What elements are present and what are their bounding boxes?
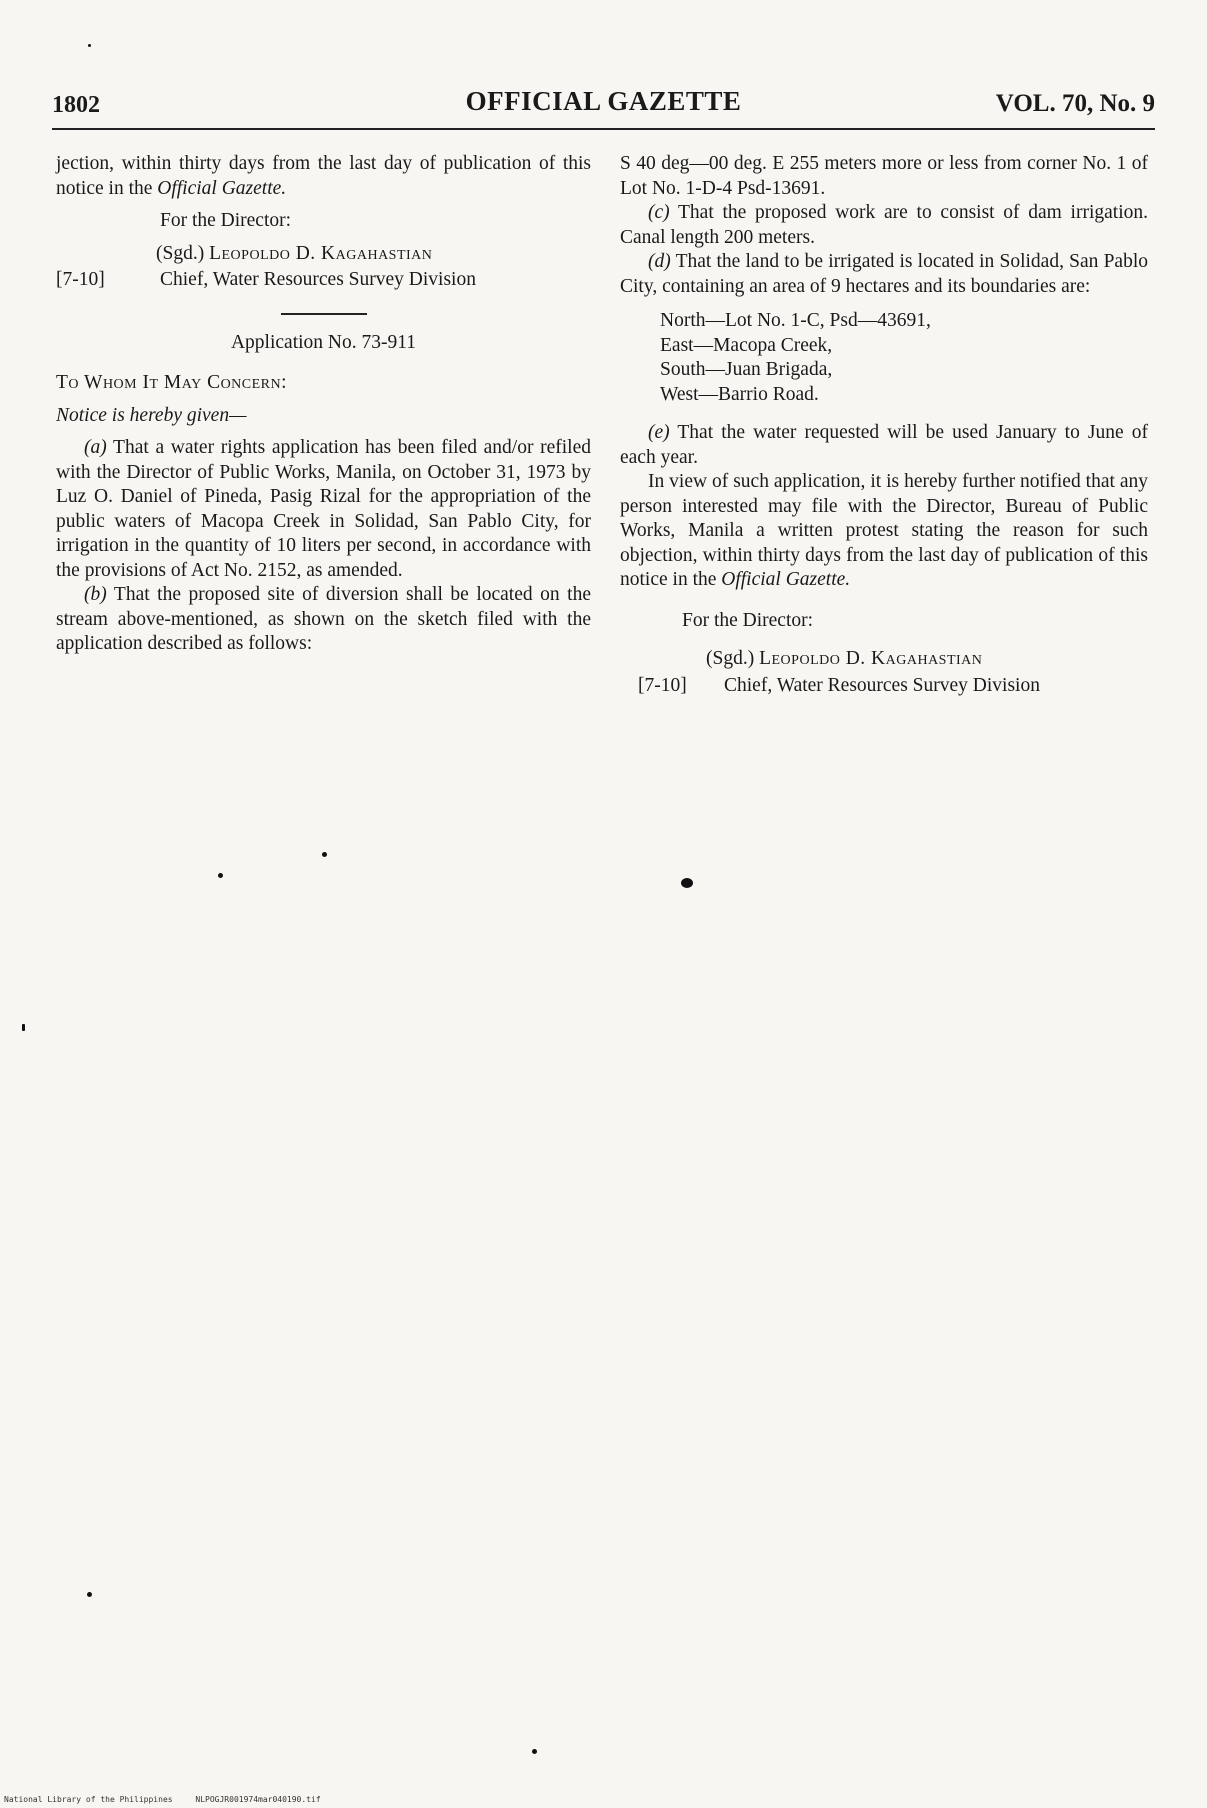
scan-filename: NLPOGJR001974mar040190.tif (195, 1795, 321, 1804)
signature-line: (Sgd.) Leopoldo D. Kagahastian (706, 648, 983, 669)
scan-speck (681, 878, 693, 888)
signer-name: Leopoldo D. Kagahastian (759, 648, 983, 669)
boundary-item: East—Macopa Creek, (660, 334, 833, 356)
section-divider (281, 313, 367, 315)
boundary-item: South—Juan Brigada, (660, 359, 833, 380)
paragraph-a: (a) That a water rights application has been filed and/or refiled with the Director of Public Works, Manila, on October 31, 1973 by Luz O. Daniel of Pineda, Pasig Rizal for the appropriation of the public waters of Macopa Creek in Solidad, San Pablo City, for irrigation in the quantity of 10 liters per second, in accordance with the provisions of Act No. 2152, as amended. (56, 437, 591, 581)
for-director-label: For the Director: (160, 210, 292, 231)
left-column (56, 152, 591, 657)
publication-title: OFFICIAL GAZETTE (465, 86, 742, 116)
volume-number: VOL. 70, No. 9 (995, 90, 1155, 117)
issue-reference: [7-10] (56, 269, 105, 290)
scan-speck (322, 852, 327, 857)
paragraph-c: (c) That the proposed work are to consist of dam irrigation. Canal length 200 meters. (620, 202, 1148, 248)
signature-block (620, 609, 1148, 699)
paragraph-e: (e) That the water requested will be used January to June of each year. (620, 422, 1148, 468)
salutation: To Whom It May Concern: (56, 372, 288, 393)
paragraph-d: (d) That the land to be irrigated is located in Solidad, San Pablo City, containing an area of 9 hectares and its boundaries are: (620, 251, 1148, 297)
bearing-paragraph: S 40 deg—00 deg. E 255 meters more or less from corner No. 1 of Lot No. 1-D-4 Psd-13691. (620, 153, 1148, 199)
protest-paragraph: In view of such application, it is hereby further notified that any person interested may file with the Director, Bureau of Public Works, Manila a written protest stating the reason for such objection, within thirty days from the last day of publication of this notice in the Official Gazette. (620, 471, 1148, 590)
boundary-item: North—Lot No. 1-C, Psd—43691, (660, 310, 931, 331)
continuation-paragraph: jection, within thirty days from the last day of publication of this notice in the Official Gazette. (56, 153, 591, 199)
header-rule (52, 128, 1155, 130)
signer-title: Chief, Water Resources Survey Division (724, 674, 1040, 696)
scan-speck (88, 44, 91, 47)
signer-title: Chief, Water Resources Survey Division (160, 269, 476, 290)
signature-block (56, 209, 591, 293)
page-number: 1802 (52, 92, 100, 118)
scan-speck (87, 1592, 92, 1597)
signature-line: (Sgd.) Leopoldo D. Kagahastian (156, 242, 433, 264)
signer-name: Leopoldo D. Kagahastian (209, 242, 433, 264)
for-director-label: For the Director: (682, 609, 814, 631)
signer-title-row (56, 268, 591, 293)
application-number: Application No. 73-911 (230, 331, 417, 353)
boundaries-list (620, 309, 1148, 407)
paragraph-b: (b) That the proposed site of diversion shall be located on the stream above-mentioned, as shown on the sketch filed with the application described as follows: (56, 584, 591, 654)
page-header (52, 84, 1155, 124)
scan-footer (4, 1795, 339, 1804)
scan-speck (22, 1024, 25, 1031)
boundary-item: West—Barrio Road. (660, 383, 819, 405)
notice-intro: Notice is hereby given— (56, 404, 247, 426)
signer-title-row (620, 674, 1148, 699)
scan-speck (532, 1749, 537, 1754)
scan-speck (218, 873, 223, 878)
right-column (620, 152, 1148, 698)
issue-reference: [7-10] (638, 674, 687, 696)
library-credit: National Library of the Philippines (4, 1795, 173, 1804)
